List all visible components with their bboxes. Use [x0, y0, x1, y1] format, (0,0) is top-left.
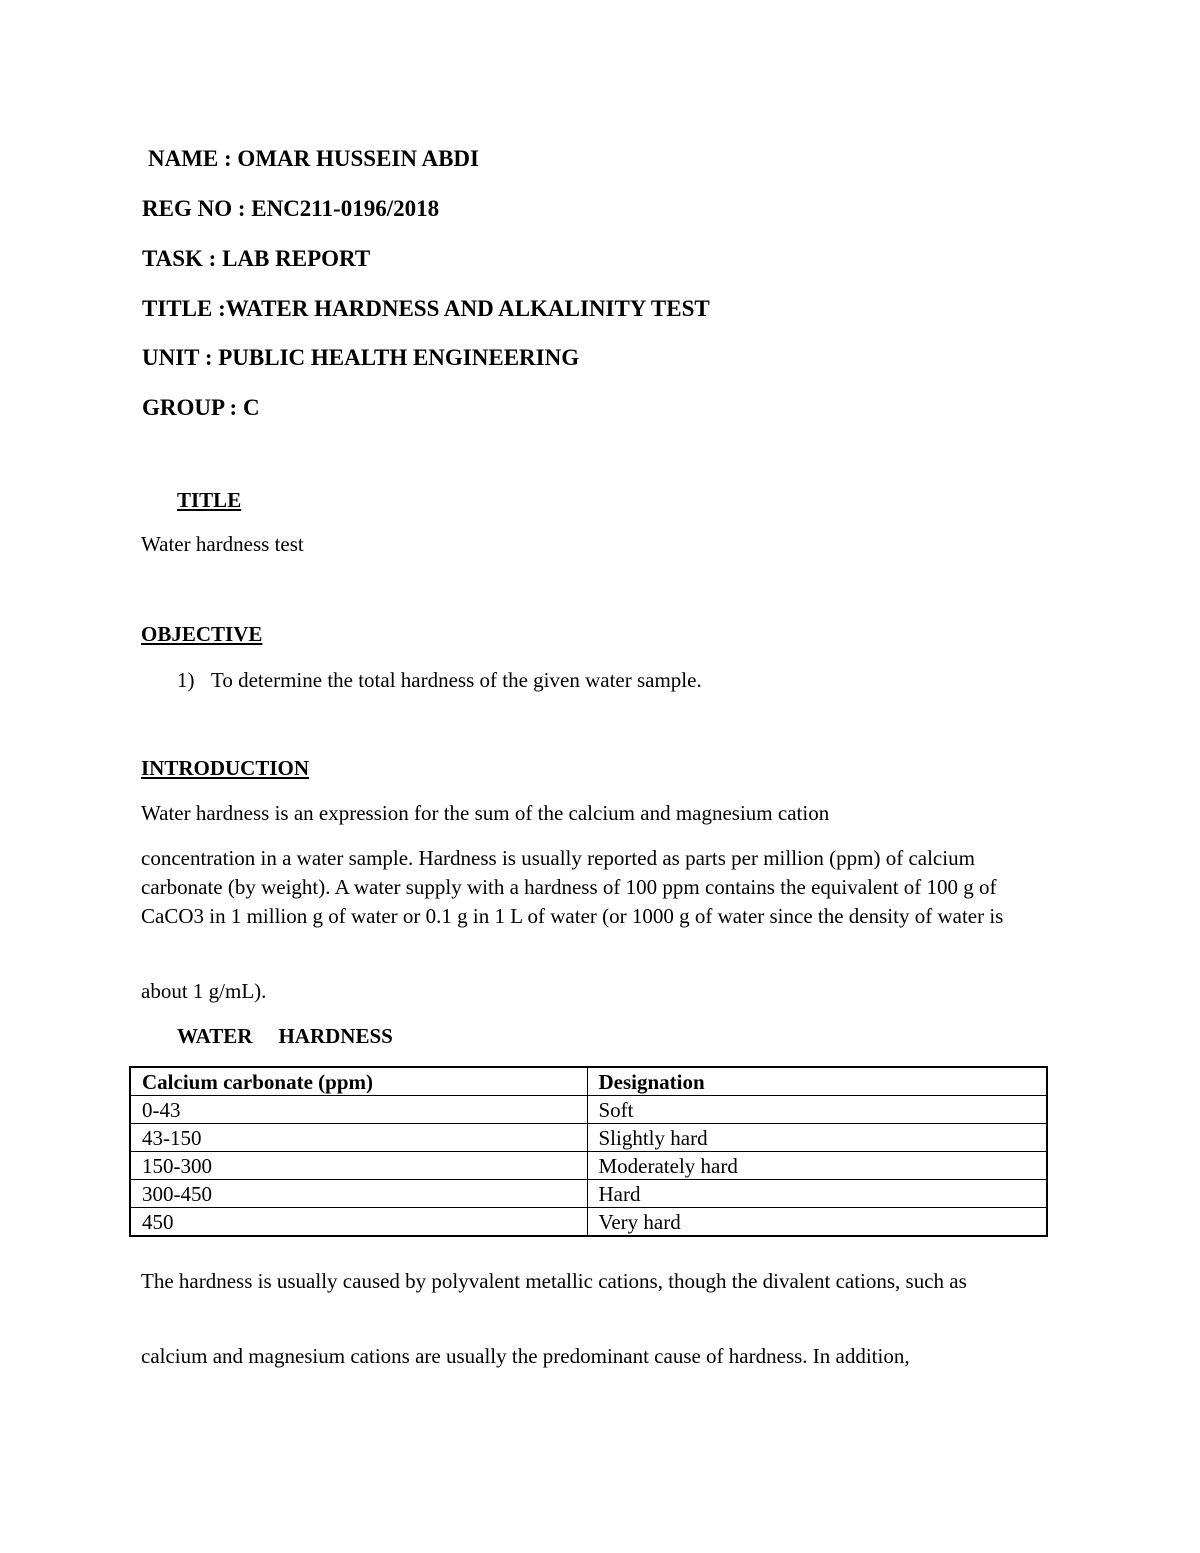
table-header-row [130, 1067, 1047, 1096]
closing-paragraph: The hardness is usually caused by polyvalent metallic cations, though the divalent cations, such as [141, 1269, 967, 1293]
table-cell-designation: Very hard [587, 1208, 1047, 1237]
registration-number: REG NO : ENC211-0196/2018 [142, 196, 440, 221]
introduction-heading: INTRODUCTION [141, 756, 310, 780]
table-row [130, 1208, 1047, 1237]
table-cell-designation: Soft [587, 1096, 1047, 1124]
table-row [130, 1152, 1047, 1180]
table-caption [177, 1023, 393, 1049]
table-cell-designation: Moderately hard [587, 1152, 1047, 1180]
table-row [130, 1180, 1047, 1208]
task-line: TASK : LAB REPORT [142, 246, 371, 271]
table-row [130, 1096, 1047, 1124]
objective-item-text: To determine the total hardness of the given water sample. [211, 668, 702, 692]
table-cell-ppm: 43-150 [130, 1124, 587, 1152]
objective-heading: OBJECTIVE [141, 622, 263, 646]
table-cell-designation: Slightly hard [587, 1124, 1047, 1152]
student-name: NAME : OMAR HUSSEIN ABDI [148, 146, 479, 171]
introduction-line-3: about 1 g/mL). [141, 979, 267, 1003]
column-header-calcium-carbonate: Calcium carbonate (ppm) [130, 1067, 587, 1096]
introduction-paragraph: concentration in a water sample. Hardness is usually reported as parts per million (ppm) of calcium carbonate (by weight). A water supply with a hardness of 100 ppm contains the equivalent of 100 g of CaCO3 in 1 million g of water or 0.1 g in 1 L of water (or 1000 g of water since the density of water is [141, 846, 1004, 928]
closing-line-2: calcium and magnesium cations are usually the predominant cause of hardness. In addition, [141, 1344, 910, 1368]
table-row [130, 1124, 1047, 1152]
table-cell-ppm: 150-300 [130, 1152, 587, 1180]
group-line: GROUP : C [142, 395, 260, 420]
table-cell-ppm: 450 [130, 1208, 587, 1237]
report-title: TITLE :WATER HARDNESS AND ALKALINITY TEST [142, 296, 710, 321]
column-header-designation: Designation [587, 1067, 1047, 1096]
table-cell-ppm: 300-450 [130, 1180, 587, 1208]
introduction-line-1: Water hardness is an expression for the sum of the calcium and magnesium cation [141, 801, 830, 825]
table-cell-designation: Hard [587, 1180, 1047, 1208]
table-cell-ppm: 0-43 [130, 1096, 587, 1124]
objective-item-marker: 1) [177, 668, 195, 692]
water-hardness-table [129, 1066, 1048, 1237]
unit-line: UNIT : PUBLIC HEALTH ENGINEERING [142, 345, 580, 370]
table-caption-word-1: WATER [177, 1024, 253, 1048]
title-text: Water hardness test [141, 532, 304, 556]
title-heading: TITLE [177, 488, 242, 512]
table-caption-word-2: HARDNESS [278, 1024, 393, 1048]
